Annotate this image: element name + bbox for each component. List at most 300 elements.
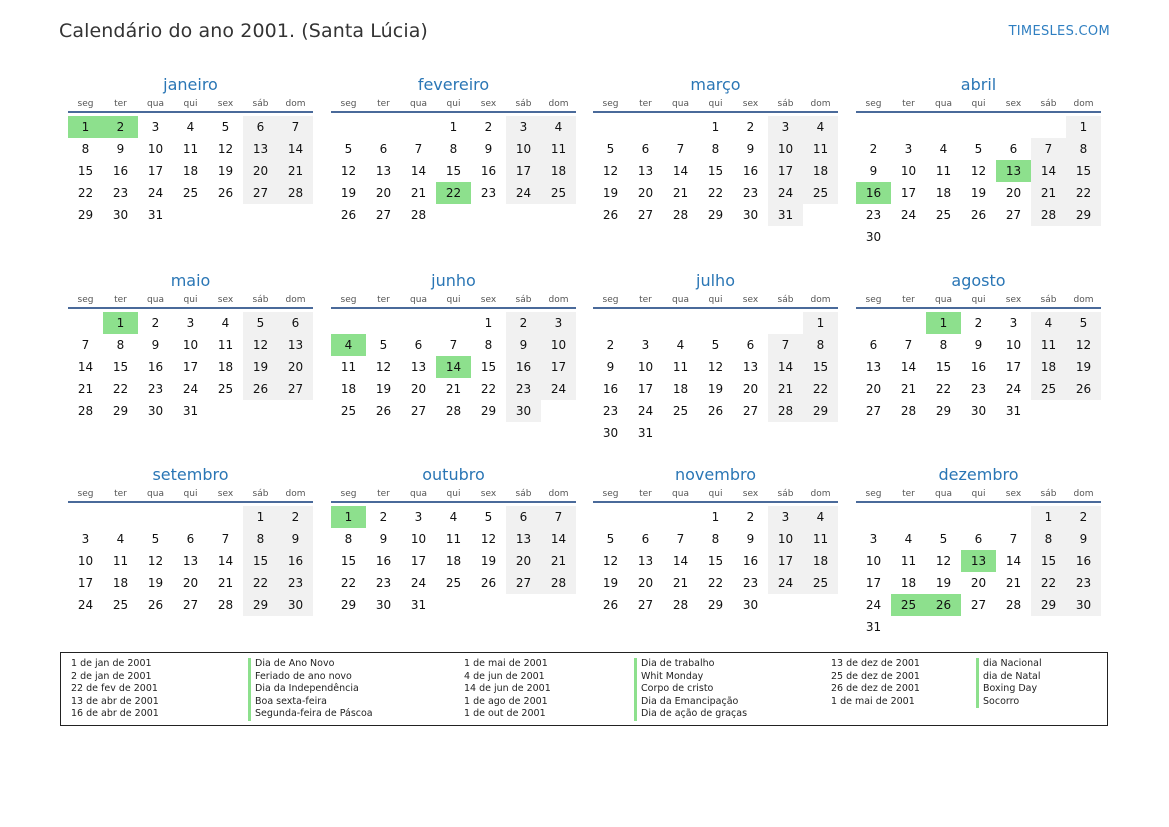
day-cell: 3 — [186, 316, 195, 330]
weekday-label: sáb — [515, 295, 532, 305]
day-cell: 24 — [768, 572, 803, 594]
day-cell: 31 — [637, 426, 654, 440]
day-cell: 11 — [803, 528, 838, 550]
legend-date: 2 de jan de 2001 — [71, 670, 152, 682]
day-cell: 31 — [768, 204, 803, 226]
day-cell: 17 — [77, 576, 94, 590]
legend-date: 1 de ago de 2001 — [464, 695, 548, 707]
day-cell: 12 — [935, 554, 952, 568]
weekday-label: seg — [340, 99, 357, 109]
day-cell: 21 — [1031, 182, 1066, 204]
day-cell: 22 — [1066, 182, 1101, 204]
day-cell: 27 — [375, 208, 392, 222]
day-cell: 1 — [711, 510, 720, 524]
empty-cell — [593, 116, 628, 138]
day-cell: 6 — [186, 532, 195, 546]
weekday-label: qua — [672, 99, 689, 109]
empty-cell — [733, 312, 768, 334]
weekday-header — [331, 97, 576, 113]
month-março — [593, 73, 838, 226]
weekday-header — [593, 293, 838, 309]
empty-cell — [663, 116, 698, 138]
day-cell: 6 — [641, 142, 650, 156]
day-cell: 7 — [676, 532, 685, 546]
day-cell: 13 — [865, 360, 882, 374]
day-cell: 22 — [935, 382, 952, 396]
day-cell: 23 — [112, 186, 129, 200]
day-cell: 4 — [221, 316, 230, 330]
day-grid — [331, 116, 576, 226]
month-novembro — [593, 463, 838, 616]
day-cell: 9 — [278, 528, 313, 550]
day-cell: 25 — [1031, 378, 1066, 400]
weekday-label: sex — [742, 489, 759, 499]
day-cell: 6 — [506, 506, 541, 528]
day-cell: 20 — [637, 576, 654, 590]
day-cell: 2 — [1066, 506, 1101, 528]
weekday-label: ter — [902, 489, 915, 499]
day-grid — [856, 506, 1101, 638]
empty-cell — [996, 116, 1031, 138]
weekday-label: sáb — [777, 99, 794, 109]
day-cell: 5 — [939, 532, 948, 546]
day-cell: 4 — [904, 532, 913, 546]
weekday-label: qua — [935, 489, 952, 499]
month-title: setembro — [152, 465, 229, 484]
day-cell: 8 — [711, 142, 720, 156]
day-cell: 6 — [414, 338, 423, 352]
day-cell: 20 — [375, 186, 392, 200]
day-grid — [593, 506, 838, 616]
empty-cell — [698, 312, 733, 334]
weekday-label: ter — [902, 99, 915, 109]
day-cell: 27 — [637, 598, 654, 612]
day-cell: 20 — [243, 160, 278, 182]
day-cell: 13 — [637, 554, 654, 568]
day-cell: 23 — [742, 186, 759, 200]
legend-dates-column — [71, 658, 159, 721]
day-cell: 24 — [1005, 382, 1022, 396]
day-cell: 19 — [217, 164, 234, 178]
day-cell: 15 — [112, 360, 129, 374]
day-cell: 23 — [865, 208, 882, 222]
weekday-label: sáb — [1040, 295, 1057, 305]
weekday-label: seg — [340, 295, 357, 305]
day-cell: 22 — [480, 382, 497, 396]
day-cell: 22 — [1031, 572, 1066, 594]
day-cell: 16 — [742, 554, 759, 568]
day-cell: 16 — [375, 554, 392, 568]
weekday-label: qui — [708, 489, 723, 499]
weekday-label: sáb — [252, 99, 269, 109]
day-cell: 15 — [707, 164, 724, 178]
day-cell: 17 — [637, 382, 654, 396]
day-cell: 14 — [217, 554, 234, 568]
day-cell: 10 — [900, 164, 917, 178]
month-title: julho — [696, 271, 735, 290]
legend-date: 1 de mai de 2001 — [831, 695, 915, 707]
weekday-label: qua — [935, 99, 952, 109]
holiday-day-cell: 4 — [331, 334, 366, 356]
day-cell: 8 — [803, 334, 838, 356]
weekday-header — [856, 487, 1101, 503]
empty-cell — [628, 312, 663, 334]
day-cell: 2 — [151, 316, 160, 330]
day-cell: 28 — [1031, 204, 1066, 226]
day-cell: 22 — [243, 572, 278, 594]
day-cell: 25 — [803, 572, 838, 594]
day-cell: 5 — [243, 312, 278, 334]
day-cell: 14 — [1005, 554, 1022, 568]
empty-cell — [208, 506, 243, 528]
day-cell: 21 — [77, 382, 94, 396]
month-fevereiro — [331, 73, 576, 226]
month-maio — [68, 269, 313, 422]
day-cell: 19 — [147, 576, 164, 590]
weekday-label: sex — [217, 99, 234, 109]
legend-holiday-name: Dia de trabalho — [634, 658, 747, 671]
day-cell: 19 — [707, 382, 724, 396]
day-cell: 14 — [278, 138, 313, 160]
day-cell: 7 — [676, 142, 685, 156]
weekday-label: seg — [865, 99, 882, 109]
empty-cell — [891, 116, 926, 138]
brand-link[interactable]: TIMESLES.COM — [1008, 24, 1110, 39]
day-cell: 8 — [1031, 528, 1066, 550]
day-cell: 16 — [112, 164, 129, 178]
day-cell: 9 — [151, 338, 160, 352]
holiday-day-cell: 26 — [926, 594, 961, 616]
day-cell: 12 — [970, 164, 987, 178]
day-cell: 4 — [541, 116, 576, 138]
day-cell: 20 — [410, 382, 427, 396]
day-cell: 30 — [970, 404, 987, 418]
month-abril — [856, 73, 1101, 248]
day-cell: 15 — [340, 554, 357, 568]
day-cell: 8 — [243, 528, 278, 550]
day-cell: 27 — [410, 404, 427, 418]
day-cell: 21 — [410, 186, 427, 200]
day-cell: 22 — [803, 378, 838, 400]
month-agosto — [856, 269, 1101, 422]
day-cell: 1 — [243, 506, 278, 528]
day-cell: 4 — [676, 338, 685, 352]
weekday-label: dom — [548, 489, 569, 499]
legend-holiday-name: Socorro — [976, 696, 1042, 709]
weekday-label: ter — [377, 295, 390, 305]
day-cell: 4 — [803, 506, 838, 528]
day-cell: 18 — [112, 576, 129, 590]
day-cell: 13 — [742, 360, 759, 374]
day-cell: 14 — [900, 360, 917, 374]
day-cell: 10 — [637, 360, 654, 374]
day-cell: 14 — [541, 528, 576, 550]
legend-holiday-name: Segunda-feira de Páscoa — [248, 708, 373, 721]
day-cell: 28 — [672, 598, 689, 612]
day-cell: 18 — [182, 164, 199, 178]
day-cell: 7 — [768, 334, 803, 356]
day-cell: 11 — [112, 554, 129, 568]
weekday-label: ter — [377, 99, 390, 109]
empty-cell — [856, 506, 891, 528]
weekday-label: qui — [971, 489, 986, 499]
day-cell: 22 — [707, 576, 724, 590]
day-cell: 4 — [116, 532, 125, 546]
day-cell: 13 — [243, 138, 278, 160]
day-cell: 21 — [1005, 576, 1022, 590]
legend-date: 4 de jun de 2001 — [464, 670, 545, 682]
weekday-label: sáb — [777, 489, 794, 499]
day-cell: 28 — [410, 208, 427, 222]
day-cell: 9 — [746, 532, 755, 546]
day-cell: 19 — [935, 576, 952, 590]
empty-cell — [593, 312, 628, 334]
holiday-day-cell: 2 — [103, 116, 138, 138]
day-cell: 8 — [711, 532, 720, 546]
month-setembro — [68, 463, 313, 616]
empty-cell — [401, 312, 436, 334]
day-cell: 19 — [1066, 356, 1101, 378]
day-cell: 18 — [217, 360, 234, 374]
day-cell: 12 — [707, 360, 724, 374]
day-cell: 7 — [904, 338, 913, 352]
day-cell: 7 — [449, 338, 458, 352]
holiday-day-cell: 25 — [891, 594, 926, 616]
day-cell: 9 — [379, 532, 388, 546]
weekday-header — [331, 487, 576, 503]
weekday-label: ter — [639, 489, 652, 499]
holiday-day-cell: 16 — [856, 182, 891, 204]
day-cell: 12 — [243, 334, 278, 356]
day-cell: 25 — [672, 404, 689, 418]
day-cell: 11 — [340, 360, 357, 374]
day-cell: 7 — [1009, 532, 1018, 546]
month-junho — [331, 269, 576, 422]
legend-date: 14 de jun de 2001 — [464, 683, 551, 695]
legend-names-column — [248, 658, 373, 721]
day-cell: 13 — [182, 554, 199, 568]
day-grid — [593, 312, 838, 444]
weekday-label: dom — [1073, 489, 1094, 499]
month-dezembro — [856, 463, 1101, 638]
day-cell: 24 — [182, 382, 199, 396]
day-cell: 30 — [602, 426, 619, 440]
day-cell: 6 — [641, 532, 650, 546]
day-cell: 13 — [637, 164, 654, 178]
day-cell: 6 — [974, 532, 983, 546]
day-cell: 4 — [449, 510, 458, 524]
day-cell: 15 — [480, 360, 497, 374]
day-cell: 20 — [637, 186, 654, 200]
weekday-label: ter — [902, 295, 915, 305]
day-cell: 31 — [410, 598, 427, 612]
weekday-label: seg — [77, 99, 94, 109]
day-cell: 18 — [541, 160, 576, 182]
weekday-label: qui — [971, 99, 986, 109]
day-cell: 16 — [147, 360, 164, 374]
weekday-label: sáb — [1040, 99, 1057, 109]
day-cell: 29 — [77, 208, 94, 222]
day-cell: 15 — [707, 554, 724, 568]
day-cell: 5 — [379, 338, 388, 352]
day-cell: 5 — [484, 510, 493, 524]
empty-cell — [961, 506, 996, 528]
day-cell: 23 — [1066, 572, 1101, 594]
legend-date: 22 de fev de 2001 — [71, 683, 158, 695]
empty-cell — [401, 116, 436, 138]
day-cell: 28 — [278, 182, 313, 204]
empty-cell — [1031, 116, 1066, 138]
legend-holiday-name: Corpo de cristo — [634, 683, 747, 696]
day-cell: 21 — [672, 576, 689, 590]
day-cell: 14 — [672, 554, 689, 568]
day-cell: 15 — [803, 356, 838, 378]
day-cell: 7 — [221, 532, 230, 546]
day-cell: 20 — [278, 356, 313, 378]
day-cell: 12 — [602, 554, 619, 568]
day-cell: 11 — [182, 142, 199, 156]
day-cell: 10 — [182, 338, 199, 352]
day-cell: 12 — [480, 532, 497, 546]
day-cell: 16 — [278, 550, 313, 572]
day-cell: 9 — [974, 338, 983, 352]
day-cell: 11 — [541, 138, 576, 160]
day-cell: 5 — [974, 142, 983, 156]
weekday-label: dom — [810, 99, 831, 109]
day-cell: 1 — [484, 316, 493, 330]
day-cell: 16 — [970, 360, 987, 374]
month-title: novembro — [675, 465, 756, 484]
day-cell: 22 — [340, 576, 357, 590]
legend-date: 1 de out de 2001 — [464, 708, 546, 720]
day-cell: 7 — [81, 338, 90, 352]
legend-date: 25 de dez de 2001 — [831, 670, 920, 682]
month-title: janeiro — [163, 75, 218, 94]
day-cell: 6 — [746, 338, 755, 352]
day-cell: 27 — [506, 572, 541, 594]
weekday-label: seg — [77, 489, 94, 499]
day-cell: 17 — [768, 160, 803, 182]
day-cell: 20 — [742, 382, 759, 396]
day-cell: 3 — [904, 142, 913, 156]
day-cell: 3 — [506, 116, 541, 138]
legend-holiday-name: Dia da Independência — [248, 683, 373, 696]
day-cell: 10 — [410, 532, 427, 546]
day-cell: 10 — [147, 142, 164, 156]
day-cell: 27 — [243, 182, 278, 204]
weekday-label: qua — [147, 99, 164, 109]
day-cell: 27 — [637, 208, 654, 222]
day-cell: 12 — [147, 554, 164, 568]
day-cell: 25 — [803, 182, 838, 204]
day-cell: 18 — [900, 576, 917, 590]
weekday-header — [68, 97, 313, 113]
month-title: agosto — [951, 271, 1006, 290]
day-cell: 14 — [672, 164, 689, 178]
day-cell: 28 — [672, 208, 689, 222]
day-cell: 9 — [506, 334, 541, 356]
day-cell: 23 — [278, 572, 313, 594]
day-cell: 19 — [970, 186, 987, 200]
day-cell: 8 — [81, 142, 90, 156]
legend-holiday-name: Whit Monday — [634, 671, 747, 684]
day-cell: 26 — [602, 598, 619, 612]
day-cell: 19 — [375, 382, 392, 396]
day-cell: 17 — [1005, 360, 1022, 374]
day-grid — [856, 116, 1101, 248]
day-cell: 10 — [768, 138, 803, 160]
day-cell: 19 — [243, 356, 278, 378]
day-cell: 26 — [602, 208, 619, 222]
day-cell: 3 — [81, 532, 90, 546]
day-cell: 26 — [217, 186, 234, 200]
legend-date: 1 de mai de 2001 — [464, 658, 548, 669]
holiday-day-cell: 13 — [996, 160, 1031, 182]
day-cell: 5 — [221, 120, 230, 134]
day-cell: 6 — [379, 142, 388, 156]
empty-cell — [331, 312, 366, 334]
day-cell: 15 — [935, 360, 952, 374]
day-cell: 29 — [707, 208, 724, 222]
weekday-label: dom — [548, 295, 569, 305]
day-cell: 15 — [1031, 550, 1066, 572]
page-title: Calendário do ano 2001. (Santa Lúcia) — [59, 20, 428, 42]
day-cell: 1 — [1066, 116, 1101, 138]
day-cell: 28 — [217, 598, 234, 612]
day-cell: 3 — [541, 312, 576, 334]
day-cell: 18 — [803, 160, 838, 182]
day-cell: 28 — [445, 404, 462, 418]
day-cell: 6 — [243, 116, 278, 138]
day-cell: 10 — [1005, 338, 1022, 352]
legend-holiday-name: Boa sexta-feira — [248, 696, 373, 709]
day-cell: 12 — [340, 164, 357, 178]
weekday-label: qui — [708, 295, 723, 305]
weekday-label: seg — [602, 489, 619, 499]
empty-cell — [138, 506, 173, 528]
empty-cell — [768, 312, 803, 334]
weekday-label: ter — [639, 295, 652, 305]
weekday-label: qui — [446, 99, 461, 109]
day-cell: 24 — [865, 598, 882, 612]
weekday-label: ter — [114, 295, 127, 305]
day-cell: 19 — [602, 576, 619, 590]
empty-cell — [856, 116, 891, 138]
day-cell: 25 — [182, 186, 199, 200]
weekday-label: sex — [1005, 489, 1022, 499]
holiday-day-cell: 14 — [436, 356, 471, 378]
month-title: outubro — [422, 465, 485, 484]
month-janeiro — [68, 73, 313, 226]
day-cell: 21 — [278, 160, 313, 182]
day-cell: 23 — [480, 186, 497, 200]
weekday-label: dom — [285, 99, 306, 109]
day-cell: 18 — [935, 186, 952, 200]
legend-holiday-name: Feriado de ano novo — [248, 671, 373, 684]
weekday-header — [856, 97, 1101, 113]
weekday-label: sex — [480, 99, 497, 109]
day-cell: 6 — [1009, 142, 1018, 156]
day-cell: 11 — [1031, 334, 1066, 356]
weekday-label: sex — [480, 489, 497, 499]
month-title: maio — [170, 271, 211, 290]
weekday-label: sex — [217, 489, 234, 499]
day-cell: 8 — [939, 338, 948, 352]
day-cell: 20 — [970, 576, 987, 590]
weekday-header — [593, 97, 838, 113]
day-cell: 27 — [1005, 208, 1022, 222]
empty-cell — [173, 506, 208, 528]
